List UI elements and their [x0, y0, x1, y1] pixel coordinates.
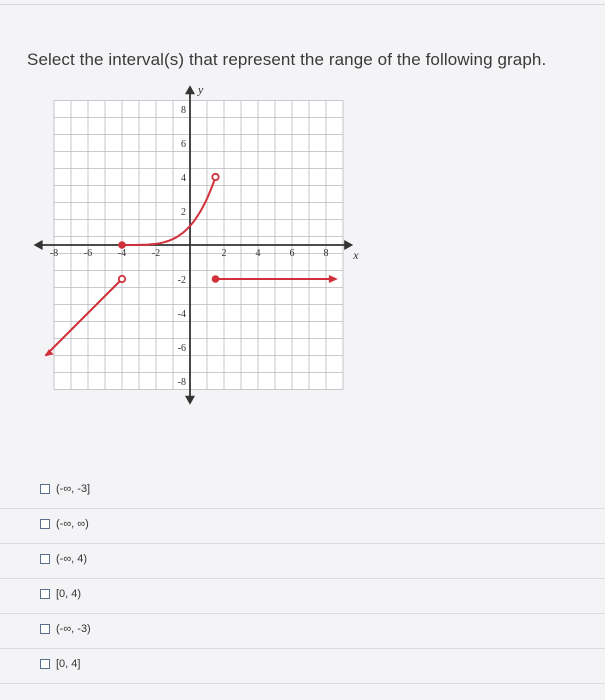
option-5[interactable] — [40, 623, 91, 635]
option-1[interactable] — [40, 483, 90, 495]
option-row — [40, 583, 605, 618]
question-text: Select the interval(s) that represent the range of the following graph. — [27, 50, 547, 69]
y-axis-label: y — [198, 85, 204, 97]
option-row — [40, 478, 605, 513]
option-row — [40, 618, 605, 653]
y-tick-label: -2 — [177, 275, 186, 286]
divider — [0, 508, 605, 509]
y-tick-label: 6 — [181, 139, 186, 150]
checkbox[interactable] — [40, 519, 50, 529]
closed-point — [212, 276, 218, 282]
y-tick-label: -6 — [177, 343, 186, 354]
option-label: [0, 4) — [56, 588, 82, 600]
divider — [0, 578, 605, 579]
function-graph — [30, 85, 360, 415]
left-line-arrow — [45, 349, 54, 356]
checkbox[interactable] — [40, 484, 50, 494]
x-axis-label: x — [353, 248, 359, 262]
option-6[interactable] — [40, 658, 80, 670]
y-axis-down-arrow — [185, 396, 195, 405]
option-row — [40, 513, 605, 548]
option-label: [0, 4] — [56, 658, 81, 670]
x-axis-left-arrow — [34, 240, 43, 250]
divider — [0, 613, 605, 614]
open-point — [119, 276, 125, 282]
y-tick-label: 2 — [181, 207, 186, 218]
checkbox[interactable] — [40, 589, 50, 599]
x-tick-label: 2 — [221, 248, 227, 259]
option-label: (-∞, -3) — [56, 623, 91, 635]
option-label: (-∞, -3] — [56, 483, 91, 495]
option-2[interactable] — [40, 518, 89, 530]
divider — [0, 648, 605, 649]
divider — [0, 543, 605, 544]
divider — [0, 683, 605, 684]
answer-options — [40, 478, 605, 688]
x-tick-label: -2 — [151, 248, 161, 259]
y-tick-label: -8 — [177, 377, 186, 388]
y-axis-up-arrow — [185, 85, 195, 94]
option-row — [40, 548, 605, 583]
x-axis-right-arrow — [344, 240, 353, 250]
checkbox[interactable] — [40, 659, 50, 669]
checkbox[interactable] — [40, 554, 50, 564]
y-tick-label: 8 — [181, 105, 186, 116]
option-label: (-∞, ∞) — [56, 518, 89, 530]
x-tick-label: 8 — [323, 248, 329, 259]
checkbox[interactable] — [40, 624, 50, 634]
x-tick-label: -6 — [83, 248, 93, 259]
option-4[interactable] — [40, 588, 81, 600]
y-tick-label: -4 — [177, 309, 186, 320]
open-point — [212, 174, 218, 180]
x-tick-label: -4 — [117, 248, 127, 259]
x-tick-label: 6 — [289, 248, 295, 259]
option-3[interactable] — [40, 553, 87, 565]
y-tick-label: 4 — [181, 173, 186, 184]
x-tick-label: -8 — [49, 248, 59, 259]
x-tick-label: 4 — [255, 248, 261, 259]
closed-point — [119, 242, 125, 248]
option-row — [40, 653, 605, 688]
top-divider — [0, 4, 605, 5]
option-label: (-∞, 4) — [56, 553, 88, 565]
